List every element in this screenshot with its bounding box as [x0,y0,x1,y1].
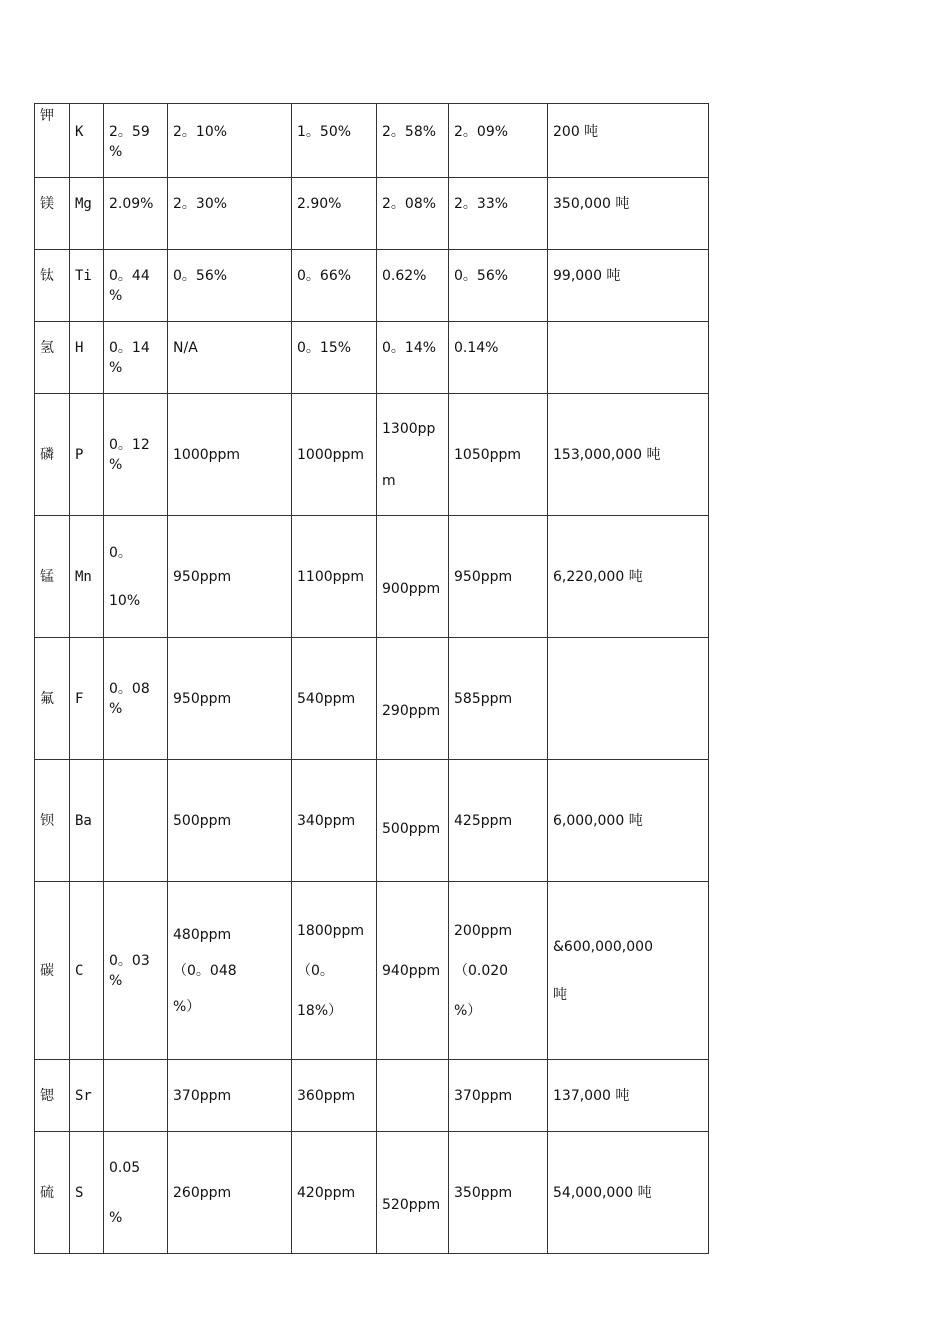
value-cell: 1050ppm [449,394,548,516]
value-cell: 0。14% [377,322,449,394]
element-name: 碳 [35,882,70,1060]
table-row [35,250,709,322]
value-cell: 360ppm [292,1060,377,1132]
element-symbol: Mn [70,516,104,638]
value-cell: 950ppm [449,516,548,638]
value-cell: 1800ppm （0。 18%） [292,882,377,1060]
value-cell: 950ppm [168,638,292,760]
value-cell: 260ppm [168,1132,292,1254]
table-row [35,882,709,1060]
value-cell: 340ppm [292,760,377,882]
value-cell: 940ppm [377,882,449,1060]
value-cell: 900ppm [377,516,449,638]
value-cell: N/A [168,322,292,394]
table-row [35,760,709,882]
element-symbol: P [70,394,104,516]
value-cell: 1300pp m [377,394,449,516]
element-symbol: Sr [70,1060,104,1132]
value-cell: 153,000,000 吨 [548,394,709,516]
value-cell: 290ppm [377,638,449,760]
value-cell: 2。30% [168,178,292,250]
value-cell [104,760,168,882]
element-symbol: Ba [70,760,104,882]
value-cell: 480ppm （0。048 %） [168,882,292,1060]
value-cell [377,1060,449,1132]
table-row [35,1060,709,1132]
value-cell: 2。10% [168,104,292,178]
value-cell: 520ppm [377,1132,449,1254]
value-cell: 370ppm [168,1060,292,1132]
value-cell: 0.05 % [104,1132,168,1254]
table-row [35,394,709,516]
table-row [35,638,709,760]
table-row [35,516,709,638]
element-symbol: S [70,1132,104,1254]
value-cell: 0。08 % [104,638,168,760]
value-cell: 0。14 % [104,322,168,394]
element-name: 镁 [35,178,70,250]
value-cell: 0。15% [292,322,377,394]
value-cell: 585ppm [449,638,548,760]
value-cell: 1100ppm [292,516,377,638]
element-symbol: Mg [70,178,104,250]
value-cell: 99,000 吨 [548,250,709,322]
value-cell: 350ppm [449,1132,548,1254]
value-cell [548,322,709,394]
value-cell: 540ppm [292,638,377,760]
value-cell [548,638,709,760]
value-cell: 54,000,000 吨 [548,1132,709,1254]
element-name: 氟 [35,638,70,760]
element-symbol: K [70,104,104,178]
value-cell: 2。59 % [104,104,168,178]
value-cell: 0。56% [449,250,548,322]
value-cell: 0。66% [292,250,377,322]
table-row [35,178,709,250]
element-symbol: C [70,882,104,1060]
value-cell: 950ppm [168,516,292,638]
value-cell: 0.62% [377,250,449,322]
value-cell: 0。44 % [104,250,168,322]
value-cell: &600,000,000 吨 [548,882,709,1060]
value-cell [104,1060,168,1132]
element-name: 钛 [35,250,70,322]
value-cell: 370ppm [449,1060,548,1132]
value-cell: 350,000 吨 [548,178,709,250]
value-cell: 500ppm [377,760,449,882]
value-cell: 0。03 % [104,882,168,1060]
value-cell: 0.14% [449,322,548,394]
value-cell: 2。58% [377,104,449,178]
value-cell: 500ppm [168,760,292,882]
value-cell: 420ppm [292,1132,377,1254]
value-cell: 0。12 % [104,394,168,516]
element-name: 磷 [35,394,70,516]
value-cell: 0。56% [168,250,292,322]
element-abundance-table [34,103,709,1254]
value-cell: 2.90% [292,178,377,250]
value-cell: 0。 10% [104,516,168,638]
value-cell: 200 吨 [548,104,709,178]
value-cell: 137,000 吨 [548,1060,709,1132]
value-cell: 1。50% [292,104,377,178]
value-cell: 6,220,000 吨 [548,516,709,638]
value-cell: 2。08% [377,178,449,250]
value-cell: 1000ppm [292,394,377,516]
value-cell: 200ppm （0.020 %） [449,882,548,1060]
value-cell: 6,000,000 吨 [548,760,709,882]
element-symbol: Ti [70,250,104,322]
value-cell: 425ppm [449,760,548,882]
element-name: 钾 [35,104,70,178]
value-cell: 2。09% [449,104,548,178]
table-row [35,1132,709,1254]
element-symbol: F [70,638,104,760]
element-name: 氢 [35,322,70,394]
table-row [35,104,709,178]
value-cell: 2.09% [104,178,168,250]
table-row [35,322,709,394]
value-cell: 2。33% [449,178,548,250]
element-name: 锶 [35,1060,70,1132]
value-cell: 1000ppm [168,394,292,516]
element-name: 锰 [35,516,70,638]
element-name: 钡 [35,760,70,882]
element-name: 硫 [35,1132,70,1254]
element-symbol: H [70,322,104,394]
